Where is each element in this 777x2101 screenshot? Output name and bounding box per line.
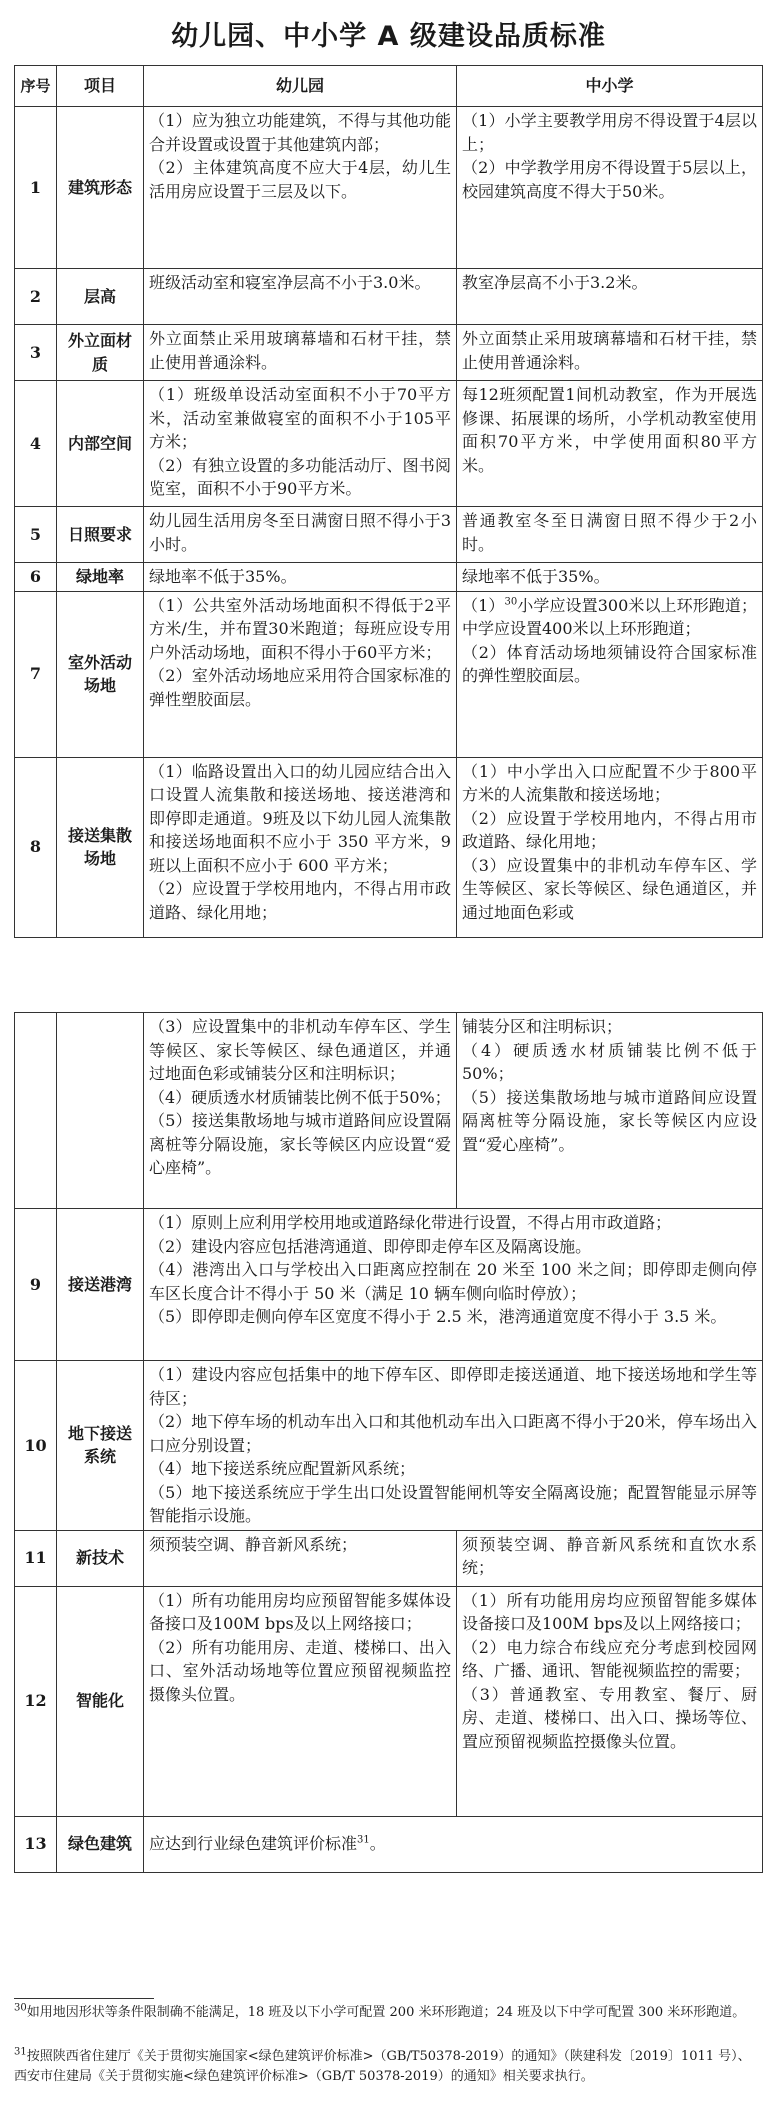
footnote-text: 如用地因形状等条件限制确不能满足，18 班及以下小学可配置 200 米环形跑道；24 班及以下中学可配置 300 米环形跑道。: [26, 2005, 746, 2020]
school-text: （2）体育活动场地须铺设符合国家标准的弹性塑胶面层。: [462, 642, 757, 685]
row-num: 5: [15, 507, 57, 563]
school-text: （4）硬质透水材质铺装比例不低于50%；: [462, 1040, 757, 1083]
footnote-text: 按照陕西省住建厅《关于贯彻实施国家<绿色建筑评价标准>（GB/T50378-2019）的通知》（陕建科发〔2019〕1011 号）、西安市住建局《关于贯彻实施<绿色建筑评价标准>（GB/T 50378-2019）的通知》相关要求执行。: [14, 2049, 751, 2084]
school-text: 普通教室冬至日满窗日照不得少于2小时。: [462, 511, 757, 554]
page-title: 幼儿园、中小学 A 级建设品质标准: [171, 21, 606, 52]
table-row: [15, 563, 763, 592]
row-num: 6: [15, 563, 57, 592]
kg-text: （2）所有功能用房、走道、楼梯口、出入口、室外活动场地等位置应预留视频监控摄像头位置。: [149, 1637, 451, 1704]
kg-cell: [144, 757, 457, 937]
header-kindergarten: 幼儿园: [144, 66, 457, 107]
row-num: 4: [15, 381, 57, 507]
school-cell: [457, 563, 763, 592]
school-text: （2）应设置于学校用地内，不得占用市政道路、绿化用地；: [462, 808, 757, 851]
row-item: 绿色建筑: [57, 1816, 144, 1872]
kg-text: 外立面禁止采用玻璃幕墙和石材干挂，禁止使用普通涂料。: [149, 329, 451, 372]
school-cell: [457, 107, 763, 269]
footnote-mark: 31: [14, 2046, 27, 2058]
merged-text-end: 。: [369, 1834, 386, 1854]
row-item: 绿地率: [57, 563, 144, 592]
row-num: 1: [15, 107, 57, 269]
merged-text: 应达到行业绿色建筑评价标准: [149, 1834, 358, 1854]
kg-cell: [144, 1013, 457, 1209]
kg-text: （1）所有功能用房均应预留智能多媒体设备接口及100M bps及以上网络接口；: [149, 1590, 451, 1633]
header-school: 中小学: [457, 66, 763, 107]
school-text: 外立面禁止采用玻璃幕墙和石材干挂，禁止使用普通涂料。: [462, 329, 757, 372]
school-text: （3）应设置集中的非机动车停车区、学生等候区、家长等候区、绿色通道区，并通过地面色彩或: [462, 855, 757, 922]
merged-text: （4）港湾出入口与学校出入口距离应控制在 20 米至 100 米之间；即停即走侧向停车区长度合计不得小于 50 米（满足 10 辆车侧向临时停放）；: [149, 1260, 757, 1303]
header-num: 序号: [15, 66, 57, 107]
row-num: [15, 1013, 57, 1209]
row-item: 日照要求: [57, 507, 144, 563]
footnote-divider: [14, 1998, 154, 1999]
merged-text: （2）地下停车场的机动车出入口和其他机动车出入口距离不得小于20米，停车场出入口应分别设置；: [149, 1412, 757, 1455]
standards-table-part2: [14, 1012, 763, 1873]
kg-text: 幼儿园生活用房冬至日满窗日照不得小于3小时。: [149, 511, 451, 554]
row-item: 层高: [57, 269, 144, 325]
footnote-ref-30: 30: [504, 596, 518, 608]
school-cell: [457, 1530, 763, 1586]
row-num: 2: [15, 269, 57, 325]
school-text-first: 小学应设置300米以上环形跑道；中学应设置400米以上环形跑道；: [462, 595, 757, 638]
kg-text: 须预装空调、静音新风系统；: [149, 1534, 358, 1554]
table-row: [15, 1209, 763, 1361]
school-cell: [457, 325, 763, 381]
footnote-ref-31: 31: [357, 1834, 370, 1846]
row-num: 11: [15, 1530, 57, 1586]
row-item: 新技术: [57, 1530, 144, 1586]
table-row: [15, 591, 763, 757]
row-item: 接送港湾: [57, 1209, 144, 1361]
kg-cell: [144, 1586, 457, 1816]
kg-cell: [144, 325, 457, 381]
merged-cell: [144, 1361, 763, 1531]
merged-cell: [144, 1209, 763, 1361]
school-text: [462, 594, 757, 641]
kg-text: （3）应设置集中的非机动车停车区、学生等候区、家长等候区、绿色通道区，并通过地面色彩或铺装分区和注明标识；: [149, 1017, 451, 1083]
table-row: [15, 1586, 763, 1816]
table-row: [15, 107, 763, 269]
header-item: 项目: [57, 66, 144, 107]
kg-text: （1）临路设置出入口的幼儿园应结合出入口设置人流集散和接送场地、接送港湾和即停即走通道。9班及以下幼儿园人流集散和接送场地面积不应小于 350 平方米，9 班以上面积不应小于 600 平方米；: [149, 761, 451, 875]
merged-text: （2）建设内容应包括港湾通道、即停即走停车区及隔离设施。: [149, 1236, 592, 1256]
school-cell: [457, 507, 763, 563]
school-text: 须预装空调、静音新风系统和直饮水系统；: [462, 1534, 757, 1577]
kg-text: （5）接送集散场地与城市道路间应设置隔离桩等分隔设施，家长等候区内应设置“爱心座椅”。: [149, 1111, 451, 1177]
row-item: 接送集散场地: [57, 757, 144, 937]
row-num: 7: [15, 591, 57, 757]
table-row: [15, 381, 763, 507]
row-item: 建筑形态: [57, 107, 144, 269]
school-text: （2）电力综合布线应充分考虑到校园网络、广播、通讯、智能视频监控的需要；: [462, 1637, 757, 1680]
kg-text: 班级活动室和寝室净层高不小于3.0米。: [149, 273, 431, 292]
footnote-30: [14, 2003, 762, 2023]
merged-text: （1）原则上应利用学校用地或道路绿化带进行设置，不得占用市政道路；: [149, 1213, 672, 1232]
table-row: [15, 757, 763, 937]
school-cell: [457, 757, 763, 937]
row-item: 地下接送系统: [57, 1361, 144, 1531]
row-num: 3: [15, 325, 57, 381]
school-text: 每12班须配置1间机动教室，作为开展选修课、拓展课的场所，小学机动教室使用面积70平方米，中学使用面积80平方米。: [462, 385, 757, 475]
school-text: （5）接送集散场地与城市道路间应设置隔离桩等分隔设施，家长等候区内应设置“爱心座椅”。: [462, 1087, 757, 1154]
kg-text: （1）班级单设活动室面积不小于70平方米，活动室兼做寝室的面积不小于105平方米；: [149, 385, 451, 451]
kg-cell: [144, 591, 457, 757]
kg-cell: [144, 107, 457, 269]
school-text: 铺装分区和注明标识；: [462, 1017, 623, 1036]
table-row: [15, 325, 763, 381]
kg-text: （1）公共室外活动场地面积不得低于2平方米/生，并布置30米跑道；每班应设专用户外活动场地，面积不得小于60平方米；: [149, 595, 451, 662]
kg-cell: [144, 269, 457, 325]
table-row: [15, 269, 763, 325]
school-cell: [457, 269, 763, 325]
kg-text: （2）主体建筑高度不应大于4层，幼儿生活用房应设置于三层及以下。: [149, 158, 451, 201]
school-text: （1）中小学出入口应配置不少于800平方米的人流集散和接送场地；: [462, 761, 757, 804]
kg-text: （2）室外活动场地应采用符合国家标准的弹性塑胶面层。: [149, 666, 451, 709]
school-text: 绿地率不低于35%。: [462, 567, 610, 586]
school-text: 教室净层高不小于3.2米。: [462, 273, 648, 292]
row-num: 10: [15, 1361, 57, 1531]
school-cell: [457, 591, 763, 757]
row-num: 9: [15, 1209, 57, 1361]
table-row: [15, 1530, 763, 1586]
table-row: [15, 507, 763, 563]
merged-text: （5）即停即走侧向停车区宽度不得小于 2.5 米，港湾通道宽度不得小于 3.5 米。: [149, 1307, 727, 1326]
school-cell: [457, 1013, 763, 1209]
school-text: （1）小学主要教学用房不得设置于4层以上；: [462, 111, 757, 154]
kg-text: （1）应为独立功能建筑，不得与其他功能合并设置或设置于其他建筑内部；: [149, 111, 451, 154]
kg-text: （2）有独立设置的多功能活动厅、图书阅览室，面积不小于90平方米。: [149, 455, 451, 498]
kg-cell: [144, 563, 457, 592]
kg-text: （2）应设置于学校用地内，不得占用市政道路、绿化用地；: [149, 879, 451, 922]
school-cell: [457, 381, 763, 507]
table-row-continued: [15, 1013, 763, 1209]
row-item: 室外活动场地: [57, 591, 144, 757]
kg-cell: [144, 1530, 457, 1586]
row-item: 外立面材质: [57, 325, 144, 381]
row-item: 智能化: [57, 1586, 144, 1816]
merged-text: （4）地下接送系统应配置新风系统；: [149, 1459, 416, 1478]
footnote-31: [14, 2047, 762, 2087]
row-item: 内部空间: [57, 381, 144, 507]
row-num: 12: [15, 1586, 57, 1816]
merged-text: （5）地下接送系统应于学生出口处设置智能闸机等安全隔离设施；配置智能显示屏等智能指示设施。: [149, 1482, 757, 1525]
school-text: （1）所有功能用房均应预留智能多媒体设备接口及100M bps及以上网络接口；: [462, 1590, 757, 1633]
kg-cell: [144, 381, 457, 507]
table-row: [15, 1361, 763, 1531]
table-row: [15, 1816, 763, 1872]
school-prefix: （1）: [462, 595, 505, 615]
school-text: （3）普通教室、专用教室、餐厅、厨房、走道、楼梯口、出入口、操场等位、置应预留视频监控摄像头位置。: [462, 1684, 757, 1751]
row-num: 8: [15, 757, 57, 937]
standards-table-part1: [14, 65, 763, 938]
footnote-mark: 30: [14, 2002, 27, 2014]
row-num: 13: [15, 1816, 57, 1872]
school-text: （2）中学教学用房不得设置于5层以上，校园建筑高度不得大于50米。: [462, 158, 757, 201]
kg-text: （4）硬质透水材质铺装比例不低于50%；: [149, 1087, 451, 1107]
kg-cell: [144, 507, 457, 563]
table-header-row: [15, 66, 763, 107]
merged-cell: [144, 1816, 763, 1872]
row-item: [57, 1013, 144, 1209]
school-cell: [457, 1586, 763, 1816]
kg-text: 绿地率不低于35%。: [149, 567, 297, 586]
merged-text: （1）建设内容应包括集中的地下停车区、即停即走接送通道、地下接送场地和学生等待区；: [149, 1365, 757, 1408]
